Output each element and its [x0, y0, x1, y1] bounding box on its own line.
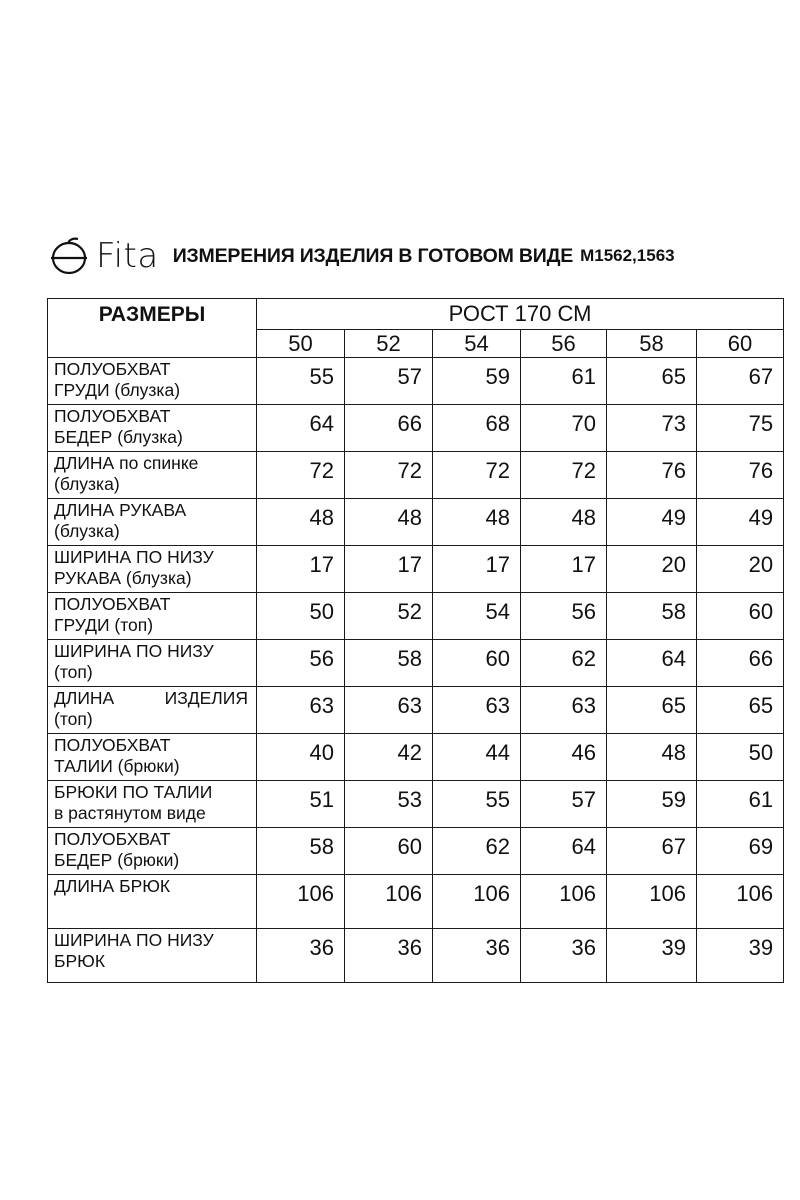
measurement-value: 48 — [607, 734, 697, 781]
measurement-label-line2: (блузка) — [54, 474, 120, 494]
measurement-value: 64 — [257, 405, 345, 452]
measurement-label-line2: БЕДЕР (блузка) — [54, 427, 183, 447]
measurement-value: 49 — [607, 499, 697, 546]
measurement-value: 62 — [433, 828, 521, 875]
measurement-value: 75 — [697, 405, 784, 452]
table-row — [48, 593, 784, 640]
measurement-value: 72 — [345, 452, 433, 499]
measurement-value: 55 — [257, 358, 345, 405]
measurement-value: 20 — [697, 546, 784, 593]
measurement-label — [48, 781, 257, 828]
table-row — [48, 546, 784, 593]
measurement-value: 65 — [607, 358, 697, 405]
measurement-value: 61 — [697, 781, 784, 828]
measurement-label-line2: ГРУДИ (топ) — [54, 615, 154, 635]
measurement-rows — [48, 358, 784, 983]
measurement-value: 106 — [521, 875, 607, 929]
sizes-header: РАЗМЕРЫ — [48, 299, 257, 358]
table-row — [48, 640, 784, 687]
size-header: 50 — [257, 330, 345, 358]
measurement-value: 52 — [345, 593, 433, 640]
table-row — [48, 358, 784, 405]
size-chart-table — [47, 298, 784, 983]
measurement-value: 65 — [607, 687, 697, 734]
measurement-value: 66 — [345, 405, 433, 452]
measurement-label-line1: ШИРИНА ПО НИЗУ — [54, 547, 214, 567]
measurement-label-line1: ПОЛУОБХВАТ — [54, 735, 171, 755]
measurement-label-line2: (топ) — [54, 709, 93, 729]
measurement-value: 48 — [345, 499, 433, 546]
header-row-growth — [48, 299, 784, 330]
measurement-value: 50 — [257, 593, 345, 640]
measurement-label-word: ИЗДЕЛИЯ — [164, 688, 248, 708]
measurement-value: 73 — [607, 405, 697, 452]
measurement-label — [48, 593, 257, 640]
table-row — [48, 828, 784, 875]
fita-logo-icon — [48, 234, 92, 278]
measurement-value: 36 — [521, 929, 607, 983]
measurement-label-line1: ПОЛУОБХВАТ — [54, 594, 171, 614]
measurement-label — [48, 499, 257, 546]
measurement-label-line1: ШИРИНА ПО НИЗУ — [54, 930, 214, 950]
measurement-label-line1: ДЛИНА РУКАВА — [54, 500, 187, 520]
measurement-value: 56 — [257, 640, 345, 687]
measurement-value: 36 — [433, 929, 521, 983]
measurement-value: 59 — [433, 358, 521, 405]
size-header: 54 — [433, 330, 521, 358]
measurement-value: 57 — [345, 358, 433, 405]
table-row — [48, 781, 784, 828]
measurement-label — [48, 929, 257, 983]
measurement-label-line1: ПОЛУОБХВАТ — [54, 406, 171, 426]
measurement-value: 17 — [345, 546, 433, 593]
measurement-label — [48, 875, 257, 929]
measurement-value: 72 — [257, 452, 345, 499]
size-header: 58 — [607, 330, 697, 358]
measurement-value: 55 — [433, 781, 521, 828]
table-row — [48, 875, 784, 929]
measurement-label-line2: БРЮК — [54, 951, 106, 971]
measurement-value: 58 — [345, 640, 433, 687]
measurement-value: 64 — [607, 640, 697, 687]
measurement-value: 49 — [697, 499, 784, 546]
measurement-value: 58 — [257, 828, 345, 875]
measurement-value: 48 — [521, 499, 607, 546]
table-row — [48, 929, 784, 983]
measurement-label — [48, 828, 257, 875]
model-number: М1562,1563 — [580, 246, 675, 265]
size-header: 52 — [345, 330, 433, 358]
measurement-value: 106 — [607, 875, 697, 929]
measurement-value: 69 — [697, 828, 784, 875]
measurement-label-line2: (блузка) — [54, 521, 120, 541]
measurement-value: 42 — [345, 734, 433, 781]
measurement-value: 67 — [607, 828, 697, 875]
table-row — [48, 734, 784, 781]
measurement-value: 36 — [257, 929, 345, 983]
brand-name: Fita — [96, 236, 159, 276]
measurement-label-line2: БЕДЕР (брюки) — [54, 850, 180, 870]
measurement-label-word: ДЛИНА — [54, 688, 115, 708]
document-title: ИЗМЕРЕНИЯ ИЗДЕЛИЯ В ГОТОВОМ ВИДЕ — [172, 244, 574, 267]
measurement-value: 106 — [697, 875, 784, 929]
measurement-value: 67 — [697, 358, 784, 405]
measurement-value: 48 — [433, 499, 521, 546]
measurement-value: 68 — [433, 405, 521, 452]
measurement-value: 70 — [521, 405, 607, 452]
measurement-value: 39 — [697, 929, 784, 983]
measurement-label-line2: (топ) — [54, 662, 93, 682]
measurement-label-line2: РУКАВА (блузка) — [54, 568, 192, 588]
table-row — [48, 405, 784, 452]
measurement-value: 17 — [433, 546, 521, 593]
measurement-value: 64 — [521, 828, 607, 875]
measurement-value: 106 — [433, 875, 521, 929]
measurement-value: 39 — [607, 929, 697, 983]
measurement-label-line2: в растянутом виде — [54, 803, 206, 823]
measurement-value: 106 — [257, 875, 345, 929]
measurement-value: 63 — [433, 687, 521, 734]
measurement-value: 50 — [697, 734, 784, 781]
table-row — [48, 499, 784, 546]
measurement-value: 17 — [521, 546, 607, 593]
measurement-label — [48, 405, 257, 452]
brand-logo — [48, 234, 159, 278]
measurement-label — [48, 358, 257, 405]
document-header — [48, 232, 788, 280]
measurement-value: 40 — [257, 734, 345, 781]
table-row — [48, 452, 784, 499]
measurement-value: 58 — [607, 593, 697, 640]
measurement-label-line1: ПОЛУОБХВАТ — [54, 359, 171, 379]
measurement-label — [48, 640, 257, 687]
measurement-value: 60 — [345, 828, 433, 875]
measurement-label-line1: БРЮКИ ПО ТАЛИИ — [54, 782, 213, 802]
size-header: 56 — [521, 330, 607, 358]
measurement-value: 63 — [257, 687, 345, 734]
measurement-value: 56 — [521, 593, 607, 640]
measurement-label-line1: ДЛИНА БРЮК — [54, 876, 171, 896]
measurement-value: 72 — [433, 452, 521, 499]
measurement-label-line2: ТАЛИИ (брюки) — [54, 756, 180, 776]
measurement-label-line1: ШИРИНА ПО НИЗУ — [54, 641, 214, 661]
measurement-value: 106 — [345, 875, 433, 929]
measurement-label-line2: ГРУДИ (блузка) — [54, 380, 181, 400]
measurement-value: 59 — [607, 781, 697, 828]
measurement-value: 72 — [521, 452, 607, 499]
measurement-value: 63 — [521, 687, 607, 734]
measurement-value: 51 — [257, 781, 345, 828]
measurement-value: 57 — [521, 781, 607, 828]
measurement-value: 76 — [697, 452, 784, 499]
measurement-value: 53 — [345, 781, 433, 828]
measurement-value: 60 — [697, 593, 784, 640]
measurement-value: 63 — [345, 687, 433, 734]
measurement-value: 76 — [607, 452, 697, 499]
measurement-label — [48, 687, 257, 734]
measurement-value: 20 — [607, 546, 697, 593]
measurement-label — [48, 734, 257, 781]
growth-header: РОСТ 170 СМ — [257, 299, 784, 330]
measurement-value: 44 — [433, 734, 521, 781]
measurement-value: 46 — [521, 734, 607, 781]
measurement-value: 17 — [257, 546, 345, 593]
measurement-value: 54 — [433, 593, 521, 640]
measurement-value: 66 — [697, 640, 784, 687]
measurement-label-line1: ДЛИНА по спинке — [54, 453, 199, 473]
measurement-value: 36 — [345, 929, 433, 983]
measurement-value: 62 — [521, 640, 607, 687]
measurement-label-line1 — [54, 688, 256, 709]
measurement-label — [48, 546, 257, 593]
size-header: 60 — [697, 330, 784, 358]
measurement-label-line1: ПОЛУОБХВАТ — [54, 829, 171, 849]
measurement-value: 61 — [521, 358, 607, 405]
table-row — [48, 687, 784, 734]
measurement-value: 60 — [433, 640, 521, 687]
measurement-value: 48 — [257, 499, 345, 546]
measurement-value: 65 — [697, 687, 784, 734]
measurement-label — [48, 452, 257, 499]
